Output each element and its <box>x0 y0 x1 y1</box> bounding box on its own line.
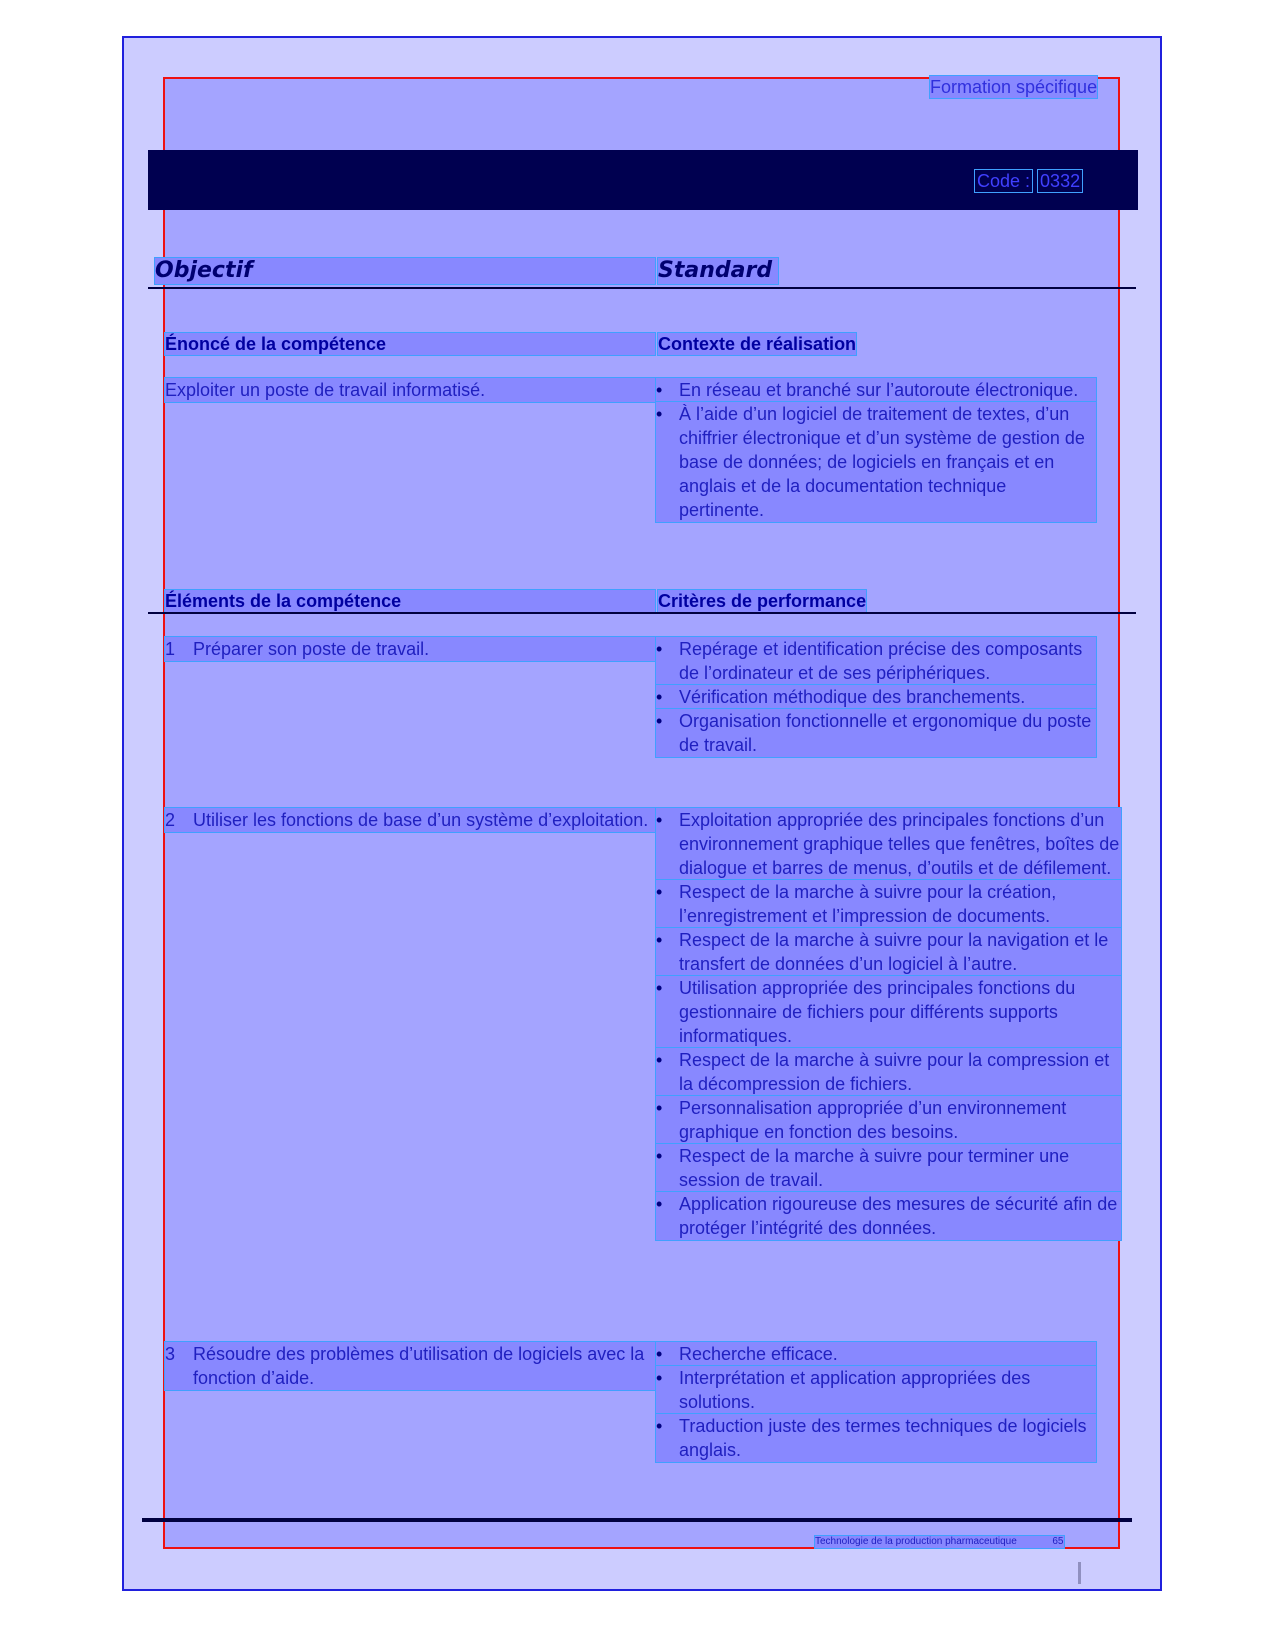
standard-heading: Standard <box>658 258 778 284</box>
criterion-item: • Utilisation appropriée des principales fonctions du gestionnaire de fichiers pour différents supports informatiques. <box>656 976 1121 1048</box>
context-item: • En réseau et branché sur l’autoroute électronique. <box>656 378 1096 402</box>
competence-label: Énoncé de la compétence <box>165 333 655 355</box>
criterion-item: • Recherche efficace. <box>656 1342 1096 1366</box>
competence-statement: Exploiter un poste de travail informatisé. <box>165 378 655 402</box>
elements-label: Éléments de la compétence <box>165 590 655 612</box>
criteria-block-1 <box>656 637 1096 757</box>
element-text: Préparer son poste de travail. <box>193 639 430 659</box>
criterion-item: • Respect de la marche à suivre pour la création, l’enregistrement et l’impression de documents. <box>656 880 1121 928</box>
criterion-item: • Personnalisation appropriée d’un environnement graphique en fonction des besoins. <box>656 1096 1121 1144</box>
criterion-item: • Repérage et identification précise des composants de l’ordinateur et de ses périphériques. <box>656 637 1096 685</box>
element-text: Utiliser les fonctions de base d’un système d’exploitation. <box>193 810 649 830</box>
criterion-item: • Organisation fonctionnelle et ergonomique du poste de travail. <box>656 709 1096 757</box>
elements-rule <box>148 612 1136 614</box>
criterion-item: • Respect de la marche à suivre pour la compression et la décompression de fichiers. <box>656 1048 1121 1096</box>
objectif-heading: Objectif <box>155 258 655 284</box>
page-tick-mark <box>1078 1562 1081 1584</box>
document-section-label: Formation spécifique <box>930 77 1098 97</box>
criteria-block-3 <box>656 1342 1096 1462</box>
footer-title: Technologie de la production pharmaceutique <box>815 1536 1017 1547</box>
criterion-item: • Respect de la marche à suivre pour terminer une session de travail. <box>656 1144 1121 1192</box>
criterion-item: • Exploitation appropriée des principales fonctions d’un environnement graphique telles que fenêtres, boîtes de dialogue et barres de menus, d’outils et de défilement. <box>656 808 1121 880</box>
criteria-block-2 <box>656 808 1121 1240</box>
criteria-list <box>656 808 1121 1240</box>
context-item: • À l’aide d’un logiciel de traitement de textes, d’un chiffrier électronique et d’un système de gestion de base de données; de logiciels en français et en anglais et de la documentation technique pertinente. <box>656 402 1096 522</box>
footer-rule <box>142 1518 1132 1522</box>
footer <box>815 1536 1064 1548</box>
criterion-item: • Respect de la marche à suivre pour la navigation et le transfert de données d’un logiciel à l’autre. <box>656 928 1121 976</box>
criterion-item: • Interprétation et application appropriées des solutions. <box>656 1366 1096 1414</box>
element-number: 3 <box>165 1344 176 1364</box>
element-row-1 <box>165 637 655 661</box>
page-number: 65 <box>1052 1536 1064 1547</box>
competence-code <box>975 170 1082 192</box>
context-list-block <box>656 378 1096 522</box>
context-list <box>656 378 1096 522</box>
criteria-list <box>656 1342 1096 1462</box>
element-row-2 <box>165 808 655 832</box>
element-number: 1 <box>165 639 176 659</box>
context-label: Contexte de réalisation <box>658 334 857 354</box>
element-text: Résoudre des problèmes d’utilisation de logiciels avec la fonction d’aide. <box>193 1344 645 1388</box>
criterion-item: • Traduction juste des termes techniques de logiciels anglais. <box>656 1414 1096 1462</box>
code-value: 0332 <box>1040 171 1081 191</box>
element-number: 2 <box>165 810 176 830</box>
criterion-item: • Vérification méthodique des branchements. <box>656 685 1096 709</box>
criteria-list <box>656 637 1096 757</box>
code-label: Code : <box>977 171 1031 191</box>
heading-rule <box>148 287 1136 289</box>
criteria-label: Critères de performance <box>658 591 867 611</box>
criterion-item: • Application rigoureuse des mesures de sécurité afin de protéger l’intégrité des données. <box>656 1192 1121 1240</box>
element-row-3 <box>165 1342 655 1390</box>
